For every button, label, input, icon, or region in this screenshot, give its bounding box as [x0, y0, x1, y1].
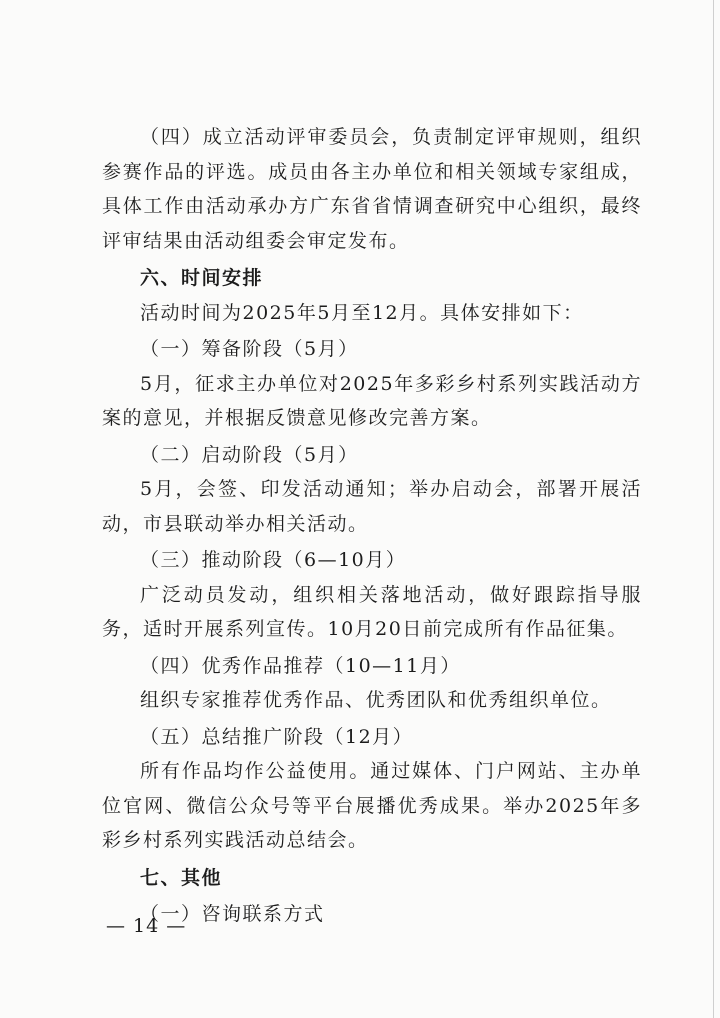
paragraph-promotion: 广泛动员发动，组织相关落地活动，做好跟踪指导服务，适时开展系列宣传。10月20日前完成所有作品征集。 [102, 583, 642, 640]
paragraph-recommendation: 组织专家推荐优秀作品、优秀团队和优秀组织单位。 [140, 689, 612, 711]
section-heading-schedule: 六、时间安排 [140, 267, 264, 289]
section-heading-other: 七、其他 [140, 866, 223, 889]
paragraph-preparation: 5月，征求主办单位对2025年多彩乡村系列实践活动方案的意见，并根据反馈意见修改完善方案。 [102, 372, 642, 429]
paragraph-activity-period: 活动时间为2025年5月至12月。具体安排如下： [140, 301, 584, 324]
subheading-summary: （五）总结推广阶段（12月） [140, 725, 414, 748]
subheading-promotion: （三）推动阶段（6—10月） [140, 549, 407, 571]
page-number: — 14 — [106, 915, 187, 937]
subheading-launch: （二）启动阶段（5月） [140, 443, 359, 466]
subheading-contact: （一）咨询联系方式 [140, 903, 325, 925]
document-body [102, 120, 642, 932]
page-edge-line [713, 0, 714, 1018]
subheading-preparation: （一）筹备阶段（5月） [140, 338, 359, 360]
paragraph-launch: 5月，会签、印发活动通知；举办启动会，部署开展活动，市县联动举办相关活动。 [102, 478, 642, 535]
paragraph-summary: 所有作品均作公益使用。通过媒体、门户网站、主办单位官网、微信公众号等平台展播优秀成果。举办2025年多彩乡村系列实践活动总结会。 [102, 760, 642, 851]
paragraph-review-committee: （四）成立活动评审委员会，负责制定评审规则，组织参赛作品的评选。成员由各主办单位和相关领域专家组成，具体工作由活动承办方广东省省情调查研究中心组织，最终评审结果由活动组委会审定发布。 [102, 126, 642, 252]
subheading-recommendation: （四）优秀作品推荐（10—11月） [140, 654, 461, 677]
